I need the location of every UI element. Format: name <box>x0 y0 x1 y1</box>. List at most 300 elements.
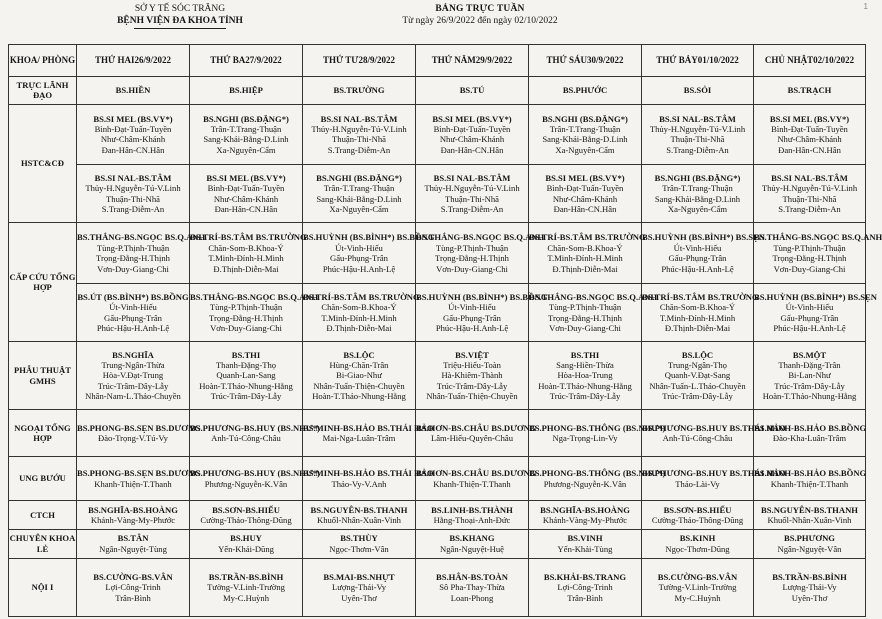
doctor-lead: BS.SI MEL (BS.VY*) <box>206 172 286 183</box>
day-date: 26/9/2022 <box>134 55 171 66</box>
day-header <box>190 45 303 77</box>
duty-cell <box>416 558 529 616</box>
staff-line: Sô Pha-Thay-Thừa <box>439 582 505 593</box>
doctor-lead: BS.KHANG <box>449 533 495 544</box>
doctor-lead: BS.SI MEL (BS.VY*) <box>93 113 173 124</box>
staff-line: Phúc-Hậu-H.Anh-Lệ <box>322 263 396 274</box>
staff-line: Thuận-Thi-Nhã <box>670 134 725 145</box>
duty-block <box>190 232 307 274</box>
duty-cell <box>416 501 529 530</box>
staff-line: Vơn-Duy-Giang-Chi <box>436 263 508 274</box>
staff-line: Bình-Đạt-Tuấn-Tuyền <box>207 183 285 194</box>
doctor-lead: BS.HUỲNH (BS.BÌNH*) BS.BỒNG <box>303 232 435 243</box>
staff-line: Thủy-H.Nguyễn-Tú-V.Linh <box>85 183 181 194</box>
staff-line: Bi-Lan-Như <box>788 370 831 381</box>
duty-cell <box>190 501 303 530</box>
staff-line: Lượng-Thái-Vy <box>782 582 837 593</box>
duty-block <box>754 350 865 402</box>
doctor-lead: BS.HUỲNH (BS.BÌNH*) BS.SẸN <box>642 232 765 243</box>
duty-block <box>642 114 753 156</box>
duty-block <box>642 533 753 554</box>
doctor-lead: BS.TRƯỜNG <box>333 85 385 96</box>
duty-cell <box>754 104 866 164</box>
day-date: 30/9/2022 <box>586 55 624 66</box>
duty-block <box>642 350 753 402</box>
duty-cell <box>754 456 866 501</box>
duty-cell <box>416 342 529 410</box>
duty-block <box>754 572 865 603</box>
staff-line: Lượng-Thái-Vy <box>331 582 387 593</box>
staff-line: Bình-Đạt-Tuấn-Tuyền <box>94 123 172 134</box>
duty-block <box>416 291 548 334</box>
staff-line: Hà-Khiêm-Thành <box>441 370 503 381</box>
staff-line: Trúc-Trâm-Dây-Lẫy <box>774 380 845 391</box>
duty-cell <box>529 165 642 223</box>
staff-line: Khánh-Vàng-My-Phước <box>90 515 176 526</box>
day-name: THỨ SÁU <box>546 55 587 66</box>
staff-line: Khanh-Thiện-T.Thanh <box>433 478 511 489</box>
duty-block <box>529 173 641 215</box>
doctor-lead: BS.MINH-BS.HẢO BS.BỒNG <box>754 422 867 433</box>
duty-cell <box>529 410 666 457</box>
staff-line: Út-Vinh-Hiếu <box>673 242 722 253</box>
doctor-lead: BS.PHƯỚC <box>562 85 608 96</box>
doctor-lead: BS.SI NAL-BS.TÂM <box>659 113 736 124</box>
doctor-lead: BS.TRÍ-BS.TÂM BS.TRƯỜNG <box>642 291 759 302</box>
staff-line: Trúc-Trâm-Dây-Lẫy <box>97 380 169 391</box>
department-cell: UNG BƯỚU <box>9 456 77 501</box>
staff-line: Uyên-Thơ <box>341 592 377 603</box>
page-number: 1 <box>863 2 868 11</box>
doctor-lead: BS.KHẢI-BS.TRANG <box>543 571 627 582</box>
staff-line: Trân-Bình <box>567 592 603 603</box>
duty-cell <box>190 165 303 223</box>
staff-line: Tường-V.Linh-Trường <box>658 582 737 593</box>
staff-line: Yến-Khải-Dũng <box>218 543 274 554</box>
staff-line: Thanh-Đặng-Trân <box>778 360 841 371</box>
staff-line: Trúc-Trâm-Dây-Lẫy <box>436 380 508 391</box>
doctor-lead: BS.SƠN-BS.HIẾU <box>212 504 280 515</box>
staff-line: Tường-V.Linh-Trường <box>207 582 285 593</box>
staff-line: Bi-Giao-Như <box>336 370 382 381</box>
staff-line: S.Trang-Diễm-An <box>666 144 729 155</box>
duty-block <box>416 232 545 274</box>
duty-cell <box>642 104 754 164</box>
staff-line: Thủy-H.Nguyễn-Tú-V.Linh <box>311 123 407 134</box>
duty-cell <box>529 223 646 283</box>
staff-line: Sang-Khải-Bằng-D.Linh <box>316 193 402 204</box>
staff-line: Thủy-H.Nguyễn-Tú-V.Linh <box>424 183 520 194</box>
duty-block <box>190 85 302 95</box>
doctor-lead: BS.CƯỜNG-BS.VÂN <box>657 571 738 582</box>
duty-cell <box>190 342 303 410</box>
doctor-lead: BS.TRẦN-BS.BÌNH <box>208 571 284 582</box>
doctor-lead: BS.LỘC <box>681 349 714 360</box>
duty-cell <box>190 529 303 558</box>
staff-line: Phúc-Hậu-H.Anh-Lệ <box>435 322 509 333</box>
staff-line: Út-Vinh-Hiếu <box>335 242 383 253</box>
staff-line: Hằng-Thoại-Anh-Đức <box>433 515 511 526</box>
doctor-lead: BS.PHƯƠNG-BS.HUY BS.THÁI HẢO <box>642 468 786 479</box>
duty-block <box>642 572 753 603</box>
duty-block <box>77 572 189 603</box>
duty-block <box>303 350 415 402</box>
duty-block <box>754 232 882 274</box>
doctor-lead: BS.PHƯƠNG-BS.HUY (BS.NHƯ*) <box>190 468 320 479</box>
staff-line: Cường-Thảo-Thông-Dũng <box>651 515 744 526</box>
doctor-lead: BS.PHONG-BS.SẸN BS.DƯƠNG <box>77 468 201 479</box>
staff-line: Như-Châm-Khánh <box>552 193 618 204</box>
duty-cell <box>754 558 866 616</box>
schedule-row <box>9 456 866 501</box>
staff-line: S.Trang-Diễm-An <box>440 204 504 215</box>
doctor-lead: BS.NGHĨA-BS.HOÀNG <box>540 504 630 515</box>
date-range: Từ ngày 26/9/2022 đến ngày 02/10/2022 <box>402 16 558 26</box>
day-name: THỨ HAI <box>95 55 135 66</box>
staff-line: Thảo-Lài-Vy <box>675 478 720 489</box>
duty-cell <box>642 558 754 616</box>
staff-line: S.Trang-Diễm-An <box>327 144 391 155</box>
doctor-lead: BS.LỘC <box>343 349 375 360</box>
department-cell: NỘI I <box>9 558 77 616</box>
staff-line: Thuận-Thi-Nhã <box>332 134 386 145</box>
doctor-lead: BS.HIỀN <box>115 85 151 96</box>
duty-block <box>416 572 528 603</box>
duty-cell <box>754 342 866 410</box>
department-cell: NGOẠI TỔNG HỢP <box>9 410 77 457</box>
duty-cell <box>190 223 307 283</box>
duty-block <box>416 533 528 554</box>
staff-line: Ngân-Nguyệt-Huệ <box>440 543 504 554</box>
duty-cell <box>77 77 190 105</box>
doctor-lead: BS.NGHI (BS.ĐẶNG*) <box>542 113 628 124</box>
duty-cell <box>190 283 319 341</box>
staff-line: Trúc-Trâm-Dây-Lẫy <box>549 391 621 402</box>
duty-block <box>754 505 865 526</box>
duty-block <box>642 232 765 274</box>
staff-line: Trân-T.Trang-Thuận <box>662 183 733 194</box>
duty-cell <box>642 529 754 558</box>
staff-line: Hùng-Chăn-Trân <box>329 360 389 371</box>
duty-block <box>77 505 189 526</box>
day-date: 29/9/2022 <box>475 55 513 66</box>
duty-block <box>77 232 206 274</box>
duty-block <box>77 292 189 334</box>
duty-cell <box>642 342 754 410</box>
duty-cell <box>303 283 420 341</box>
duty-cell <box>303 77 416 105</box>
day-name: THỨ BA <box>210 55 246 66</box>
staff-line: Thuận-Thi-Nhã <box>106 193 160 204</box>
staff-line: Trọng-Đằng-H.Thịnh <box>435 253 509 264</box>
duty-cell <box>529 501 642 530</box>
duty-cell <box>77 283 190 341</box>
doctor-lead: BS.TRÍ-BS.TÂM BS.TRƯỜNG <box>190 232 307 243</box>
schedule-row <box>9 558 866 616</box>
doctor-lead: BS.MỘT <box>792 349 827 360</box>
staff-line: Uyên-Thơ <box>791 592 828 603</box>
duty-cell <box>303 223 435 283</box>
doctor-lead: BS.PHƯƠNG-BS.HUY BS.THÁI HẢO <box>642 422 786 433</box>
doctor-lead: BS.TRẠCH <box>787 85 832 96</box>
doctor-lead: BS.PHONG-BS.THÔNG (BS.NHƯ*) <box>529 468 666 479</box>
duty-block <box>416 350 528 402</box>
doctor-lead: BS.HUỲNH (BS.BÌNH*) BS.BỒNG <box>416 291 548 302</box>
schedule-row <box>9 223 866 283</box>
staff-line: Sang-Khải-Bằng-D.Linh <box>203 134 289 145</box>
doctor-lead: BS.SI NAL-BS.TÂM <box>94 172 172 183</box>
duty-block <box>77 85 189 95</box>
staff-line: Khuốl-Nhân-Xuân-Vinh <box>317 515 401 526</box>
staff-line: Tùng-P.Thịnh-Thuận <box>548 302 622 313</box>
doctor-lead: BS.CƯỜNG-BS.VÂN <box>93 571 173 582</box>
staff-line: Đ.Thịnh-Diễn-Mai <box>326 322 392 333</box>
doctor-lead: BS.SI NAL-BS.TÂM <box>433 172 511 183</box>
staff-line: Anh-Tú-Công-Châu <box>211 432 281 443</box>
dept-of-health-label: SỞ Y TẾ SÓC TRĂNG <box>134 4 226 14</box>
staff-line: Út-Vinh-Hiếu <box>785 302 834 313</box>
issuer-header <box>80 3 280 29</box>
duty-block <box>529 291 658 334</box>
doctor-lead: BS.TRẦN-BS.BÌNH <box>772 571 847 582</box>
department-cell: TRỰC LÃNH ĐẠO <box>9 77 77 105</box>
duty-block <box>303 291 420 334</box>
staff-line: Thảo-Vy-V.Anh <box>331 478 387 489</box>
duty-cell <box>190 410 320 457</box>
staff-line: S.Trang-Diễm-An <box>778 204 841 215</box>
staff-line: Bình-Đạt-Tuấn-Tuyền <box>771 123 848 134</box>
staff-line: Đ.Thịnh-Diễn-Mai <box>552 263 618 274</box>
staff-line: My-C.Huỳnh <box>674 592 721 603</box>
staff-line: Lâm-Hiếu-Quyên-Châu <box>430 432 514 443</box>
hospital-name: BỆNH VIỆN ĐA KHOA TỈNH <box>117 16 243 26</box>
staff-line: Xa-Nguyên-Cẩm <box>555 144 615 155</box>
schedule-row <box>9 529 866 558</box>
department-cell: HSTC&CĐ <box>9 104 77 223</box>
doctor-lead: BS.SI NAL-BS.TÂM <box>320 113 398 124</box>
header-row <box>9 45 866 77</box>
duty-block <box>190 350 302 402</box>
staff-line: T.Minh-Đính-H.Minh <box>208 253 284 264</box>
doctor-lead: BS.THẮNG-BS.NGỌC BS.Q.ANH <box>190 291 319 302</box>
staff-line: Nhân-Tuấn-L.Thảo-Chuyền <box>649 380 746 391</box>
duty-cell <box>190 456 320 501</box>
duty-block <box>754 114 865 156</box>
staff-line: Hòa-Hoa-Trung <box>557 370 613 381</box>
duty-block <box>416 422 537 444</box>
duty-cell <box>754 501 866 530</box>
duty-cell <box>416 77 529 105</box>
doctor-lead: BS.SI MEL (BS.VY*) <box>769 113 850 124</box>
staff-line: Anh-Tú-Công-Châu <box>662 432 733 443</box>
doctor-lead: BS.MAI-BS.NHỰT <box>323 571 395 582</box>
staff-line: Sang-Khải-Bằng-D.Linh <box>654 193 741 204</box>
duty-block <box>529 572 641 603</box>
duty-block <box>642 468 786 489</box>
doctor-lead: BS.TRÍ-BS.TÂM BS.TRƯỜNG <box>303 291 420 302</box>
staff-line: Lợi-Công-Trinh <box>105 582 161 593</box>
duty-cell <box>77 165 190 223</box>
doctor-lead: BS.THI <box>231 349 261 360</box>
staff-line: Đan-Hân-CN.Hân <box>778 144 841 155</box>
duty-cell <box>303 501 416 530</box>
duty-cell <box>529 104 642 164</box>
duty-block <box>642 505 753 526</box>
duty-cell <box>529 342 642 410</box>
duty-block <box>754 468 865 489</box>
staff-line: Quanh-Lan-Sang <box>216 370 276 381</box>
doctor-lead: BS.THI <box>570 349 600 360</box>
staff-line: Bình-Đạt-Tuấn-Tuyền <box>546 183 624 194</box>
staff-line: S.Trang-Diễm-An <box>101 204 165 215</box>
staff-line: Chăn-Som-B.Khoa-Ý <box>321 302 397 313</box>
doctor-lead: BS.TÂN <box>117 533 149 544</box>
doctor-lead: BS.TÚ <box>459 85 485 96</box>
department-cell: PHẪU THUẬT GMHS <box>9 342 77 410</box>
duty-block <box>416 114 528 156</box>
staff-line: My-C.Huỳnh <box>222 592 270 603</box>
duty-cell <box>77 104 190 164</box>
duty-cell <box>303 456 434 501</box>
duty-cell <box>190 558 303 616</box>
duty-block <box>77 422 201 444</box>
staff-line: Trung-Ngân-Thọ <box>668 360 727 371</box>
schedule-row <box>9 501 866 530</box>
duty-cell <box>754 165 866 223</box>
doctor-lead: BS.NGHĨA <box>112 349 154 360</box>
duty-cell <box>642 77 754 105</box>
page-title: BẢNG TRỰC TUẦN <box>435 4 525 14</box>
duty-block <box>77 173 189 215</box>
corner-header: KHOA/ PHÒNG <box>9 45 77 77</box>
duty-cell <box>529 456 666 501</box>
staff-line: Yến-Khải-Tùng <box>557 543 613 554</box>
duty-block <box>754 173 865 215</box>
duty-block <box>303 85 415 95</box>
duty-cell <box>754 77 866 105</box>
duty-block <box>754 423 865 444</box>
staff-line: Đan-Hân-CN.Hân <box>440 144 504 155</box>
staff-line: Vơn-Duy-Giang-Chi <box>773 263 846 274</box>
schedule-row <box>9 165 866 223</box>
day-header <box>529 45 642 77</box>
duty-cell <box>529 283 658 341</box>
doctor-lead: BS.HUY <box>230 533 262 544</box>
staff-line: Trọng-Đằng-H.Thịnh <box>548 312 622 323</box>
staff-line: Út-Vinh-Hiếu <box>448 302 496 313</box>
doctor-lead: BS.NGHĨA-BS.HOÀNG <box>88 504 178 515</box>
duty-block <box>529 114 641 156</box>
doctor-lead: BS.SI MEL (BS.VY*) <box>432 113 512 124</box>
day-header <box>754 45 866 77</box>
staff-line: Trân-T.Trang-Thuận <box>549 123 621 134</box>
duty-block <box>77 468 201 489</box>
duty-cell <box>416 410 537 457</box>
staff-line: Tùng-P.Thịnh-Thuận <box>96 242 170 253</box>
doctor-lead: BS.THẮNG-BS.NGỌC BS.Q.ANH <box>77 232 206 243</box>
staff-line: Nga-Trọng-Lin-Vy <box>552 432 618 443</box>
duty-block <box>303 533 415 554</box>
staff-line: Trọng-Đằng-H.Thịnh <box>772 253 847 264</box>
doctor-lead: BS.PHONG-BS.SẸN BS.DƯƠNG <box>77 422 201 433</box>
staff-line: Thanh-Đặng-Thọ <box>215 360 277 371</box>
staff-line: Đào-Kha-Luân-Trâm <box>772 432 847 443</box>
staff-line: Đ.Thịnh-Diễn-Mai <box>213 263 279 274</box>
duty-schedule-table <box>8 44 882 617</box>
day-date: 27/9/2022 <box>245 55 282 66</box>
doctor-lead: BS.SI NAL-BS.TÂM <box>771 172 848 183</box>
staff-line: T.Minh-Đính-H.Minh <box>321 312 397 323</box>
staff-line: Khuốl-Nhân-Xuân-Vinh <box>767 515 852 526</box>
duty-block <box>190 505 302 526</box>
duty-block <box>642 291 759 334</box>
doctor-lead: BS.MINH-BS.HẢO BS.THÁI HẢO <box>303 468 434 479</box>
doctor-lead: BS.NGHI (BS.ĐẶNG*) <box>203 113 289 124</box>
duty-cell <box>642 223 765 283</box>
staff-line: Tùng-P.Thịnh-Thuận <box>209 302 283 313</box>
staff-line: Trân-T.Trang-Thuận <box>210 123 282 134</box>
staff-line: Đ.Thịnh-Diễn-Mai <box>664 322 731 333</box>
staff-line: Hòa-V.Đạt-Trung <box>102 370 164 381</box>
duty-cell <box>642 283 759 341</box>
duty-block <box>303 173 415 215</box>
doctor-lead: BS.THÙY <box>340 533 378 544</box>
duty-block <box>190 422 320 444</box>
duty-cell <box>529 529 642 558</box>
doctor-lead: BS.NGHI (BS.ĐẶNG*) <box>654 172 741 183</box>
staff-line: Trúc-Trâm-Dây-Lẫy <box>210 391 282 402</box>
duty-cell <box>754 529 866 558</box>
duty-cell <box>416 104 529 164</box>
duty-block <box>416 468 537 489</box>
day-header <box>416 45 529 77</box>
duty-block <box>529 422 666 444</box>
doctor-lead: BS.VIỆT <box>455 349 489 360</box>
duty-cell <box>642 501 754 530</box>
doctor-lead: BS.ÚT (BS.BÌNH*) BS.BỒNG <box>77 291 189 302</box>
doctor-lead: BS.SƠN-BS.HIẾU <box>663 504 732 515</box>
duty-block <box>77 350 189 402</box>
doctor-lead: BS.SI MEL (BS.VY*) <box>545 172 625 183</box>
staff-line: Triệu-Hiếu-Toàn <box>443 360 501 371</box>
staff-line: Lợi-Công-Trinh <box>557 582 613 593</box>
staff-line: Trung-Ngân-Thừa <box>101 360 165 371</box>
staff-line: Hoàn-T.Thảo-Nhung-Hằng <box>199 380 293 391</box>
staff-line: Bình-Đạt-Tuấn-Tuyền <box>433 123 511 134</box>
staff-line: Quanh-V.Đạt-Sang <box>664 370 731 381</box>
schedule-row <box>9 104 866 164</box>
staff-line: Trọng-Đằng-H.Thịnh <box>209 312 283 323</box>
doctor-lead: BS.THẮNG-BS.NGỌC BS.Q.ANH <box>529 291 658 302</box>
doctor-lead: BS.TRÍ-BS.TÂM BS.TRƯỜNG <box>529 232 646 243</box>
day-name: CHỦ NHẬT <box>764 55 814 66</box>
staff-line: Vơn-Duy-Giang-Chi <box>549 322 621 333</box>
staff-line: Trúc-Trâm-Dây-Lẫy <box>662 391 733 402</box>
doctor-lead: BS.HÂN-BS.TOÀN <box>436 571 508 582</box>
staff-line: Thuận-Thi-Nhã <box>782 193 837 204</box>
duty-block <box>642 85 753 95</box>
doctor-lead: BS.NGUYÊN-BS.THANH <box>761 504 858 515</box>
department-cell: CẤP CỨU TỔNG HỢP <box>9 223 77 342</box>
duty-cell <box>190 77 303 105</box>
schedule-row <box>9 283 866 341</box>
duty-block <box>303 468 434 489</box>
duty-block <box>754 533 865 554</box>
duty-block <box>416 505 528 526</box>
staff-line: Như-Châm-Khánh <box>439 134 505 145</box>
duty-block <box>190 533 302 554</box>
doctor-lead: BS.PHƯƠNG-BS.HUY (BS.NHƯ*) <box>190 422 320 433</box>
